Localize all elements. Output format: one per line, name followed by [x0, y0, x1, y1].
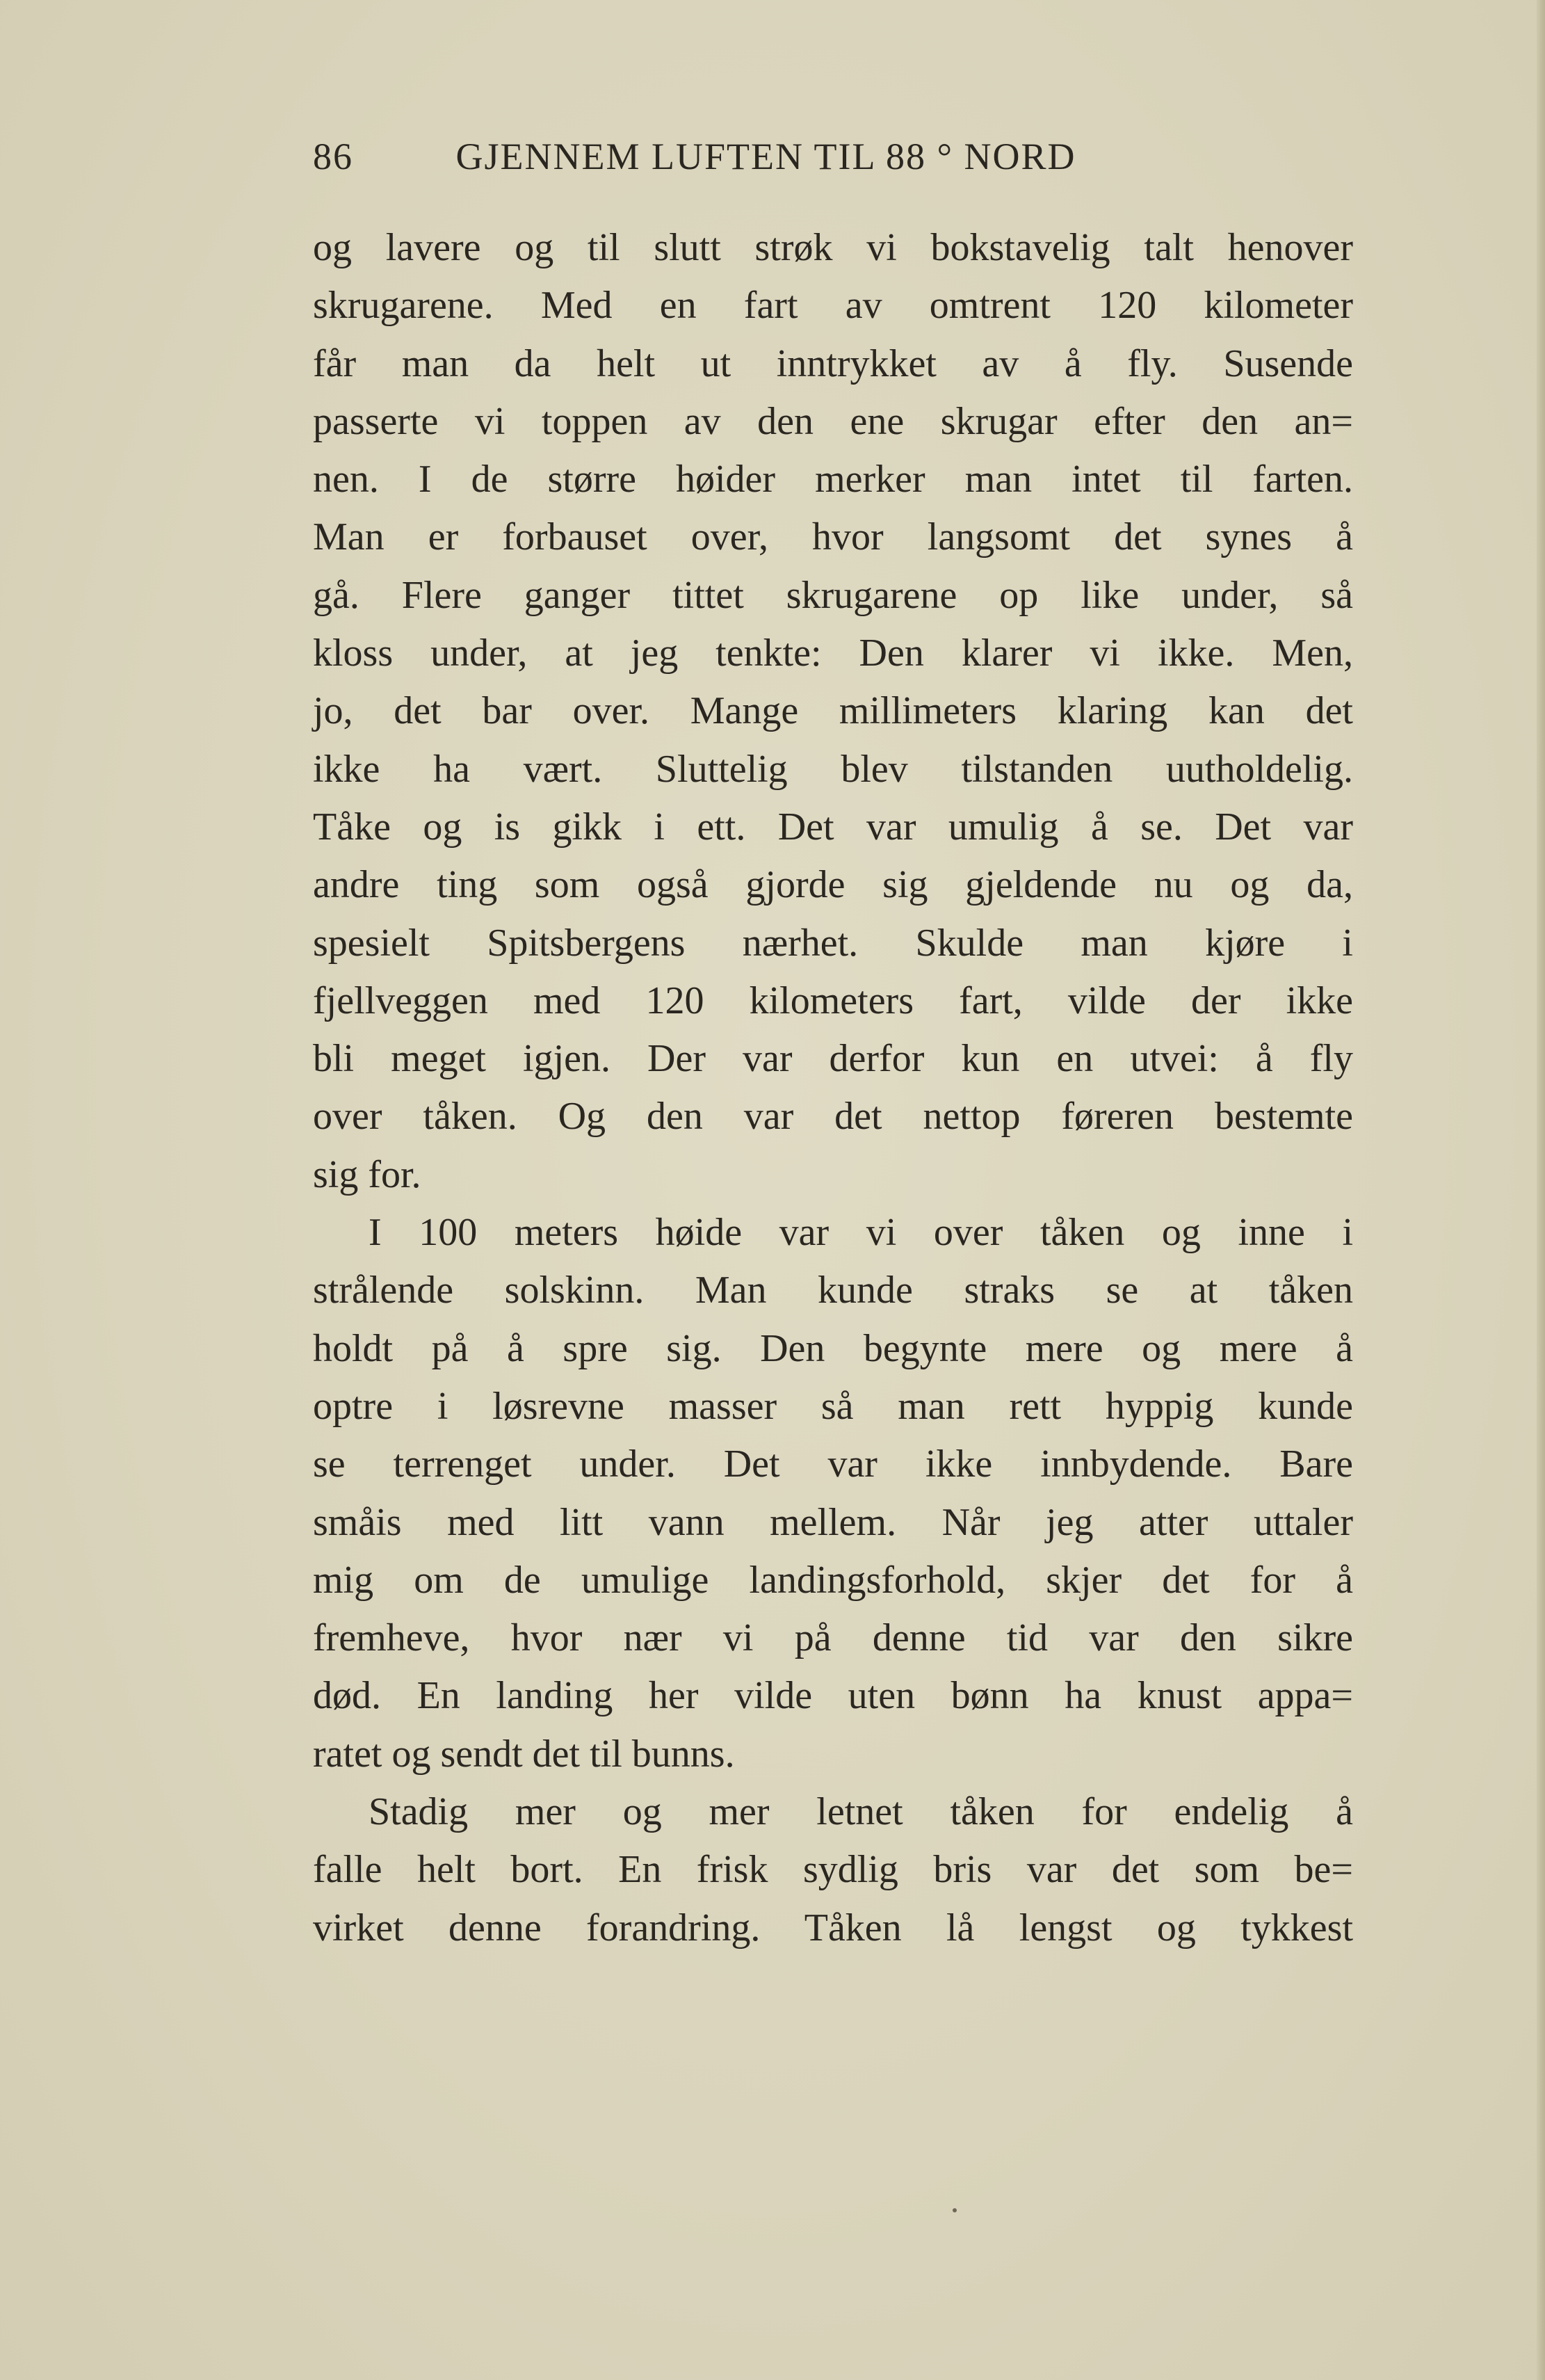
page-header: [313, 132, 1356, 181]
text-line: virket denne forandring. Tåken lå lengst og tykkest: [313, 1906, 1353, 1949]
text-line: bli meget igjen. Der var derfor kun en utvei: å fly: [313, 1037, 1353, 1081]
text-line: mig om de umulige landingsforhold, skjer det for å: [313, 1558, 1353, 1602]
text-line: Tåke og is gikk i ett. Det var umulig å se. Det var: [313, 805, 1353, 849]
paragraph-end-line: sig for.: [313, 1152, 421, 1196]
text-line: passerte vi toppen av den ene skrugar efter den an=: [313, 399, 1353, 443]
text-line: kloss under, at jeg tenkte: Den klarer vi ikke. Men,: [313, 632, 1353, 675]
running-title: GJENNEM LUFTEN TIL 88 ° NORD: [455, 136, 1076, 177]
paragraph-start-line: Stadig mer og mer letnet tåken for endelig å: [369, 1790, 1353, 1834]
text-line: optre i løsrevne masser så man rett hyppig kunde: [313, 1384, 1353, 1428]
text-line: holdt på å spre sig. Den begynte mere og mere å: [313, 1326, 1353, 1370]
text-line: død. En landing her vilde uten bønn ha knust appa=: [313, 1674, 1353, 1718]
paragraph-end-line: ratet og sendt det til bunns.: [313, 1732, 735, 1776]
text-line: over tåken. Og den var det nettop føreren bestemte: [313, 1095, 1353, 1139]
body-text: [313, 219, 1353, 1957]
page-edge: [1537, 0, 1545, 2380]
text-line: andre ting som også gjorde sig gjeldende nu og da,: [313, 863, 1353, 907]
text-line: får man da helt ut inntrykket av å fly. Susende: [313, 341, 1353, 385]
text-line: se terrenget under. Det var ikke innbydende. Bare: [313, 1442, 1353, 1486]
text-line: spesielt Spitsbergens nærhet. Skulde man kjøre i: [313, 921, 1353, 965]
page-number: 86: [313, 136, 353, 177]
text-line: gå. Flere ganger tittet skrugarene op like under, så: [313, 573, 1353, 617]
text-line: småis med litt vann mellem. Når jeg atter uttaler: [313, 1500, 1353, 1544]
text-line: jo, det bar over. Mange millimeters klaring kan det: [313, 689, 1353, 733]
text-line: ikke ha vært. Sluttelig blev tilstanden uutholdelig.: [313, 747, 1353, 791]
text-line: strålende solskinn. Man kunde straks se at tåken: [313, 1269, 1353, 1312]
text-line: fjellveggen med 120 kilometers fart, vilde der ikke: [313, 979, 1353, 1022]
text-line: nen. I de større høider merker man intet til farten.: [313, 458, 1353, 501]
text-line: og lavere og til slutt strøk vi bokstavelig talt henover: [313, 226, 1353, 269]
text-line: skrugarene. Med en fart av omtrent 120 kilometer: [313, 284, 1353, 328]
text-line: fremheve, hvor nær vi på denne tid var den sikre: [313, 1616, 1353, 1660]
text-line: Man er forbauset over, hvor langsomt det synes å: [313, 515, 1353, 559]
text-line: falle helt bort. En frisk sydlig bris var det som be=: [313, 1848, 1353, 1892]
paper-speck: [953, 2208, 957, 2212]
paragraph-start-line: I 100 meters høide var vi over tåken og inne i: [369, 1211, 1353, 1255]
